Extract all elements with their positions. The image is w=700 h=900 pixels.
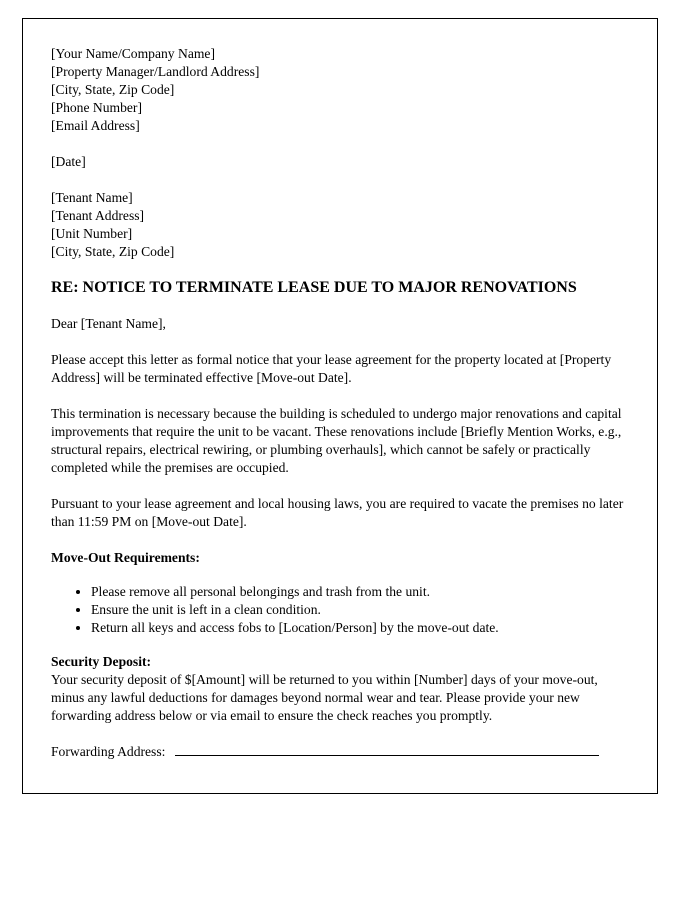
moveout-item: • Please remove all personal belongings and trash from the unit. (91, 583, 629, 601)
sender-email-line: [Email Address] (51, 118, 140, 133)
tenant-name-line: [Tenant Name] (51, 190, 133, 205)
date-line: [Date] (51, 154, 86, 169)
tenant-unit-line: [Unit Number] (51, 226, 133, 241)
moveout-item: • Ensure the unit is left in a clean condition. (91, 601, 629, 619)
moveout-heading: Move-Out Requirements: (51, 550, 200, 565)
sender-phone-line: [Phone Number] (51, 100, 142, 115)
letter-page (22, 18, 658, 794)
paragraph-notice: Please accept this letter as formal notice that your lease agreement for the property located at [Property Address] will be terminated effective [Move-out Date]. (51, 352, 612, 385)
sender-city-line: [City, State, Zip Code] (51, 82, 175, 97)
sender-name-line: [Your Name/Company Name] (51, 46, 215, 61)
paragraph-reason: This termination is necessary because the building is scheduled to undergo major renovations and capital improvements that require the unit to be vacant. These renovations include [Briefly Mention Works, e.g., structural repairs, electrical rewiring, or plumbing overhauls], which cannot be safely or practically completed while the premises are occupied. (51, 406, 622, 475)
recipient-block (51, 189, 629, 261)
forwarding-address-label: Forwarding Address: (51, 744, 166, 759)
moveout-item: • Return all keys and access fobs to [Location/Person] by the move-out date. (91, 619, 629, 637)
subject-line: RE: NOTICE TO TERMINATE LEASE DUE TO MAJOR RENOVATIONS (51, 279, 577, 296)
paragraph-vacate: Pursuant to your lease agreement and local housing laws, you are required to vacate the premises no later than 11:59 PM on [Move-out Date]. (51, 496, 624, 529)
moveout-list (51, 583, 629, 637)
forwarding-address-row (51, 743, 629, 761)
sender-address-line: [Property Manager/Landlord Address] (51, 64, 260, 79)
forwarding-address-blank-line (175, 743, 599, 756)
sender-block (51, 45, 629, 135)
deposit-paragraph: Your security deposit of $[Amount] will be returned to you within [Number] days of your move-out, minus any lawful deductions for damages beyond normal wear and tear. Please provide your new forwarding address below or via email to ensure the check reaches you promptly. (51, 672, 598, 723)
tenant-city-line: [City, State, Zip Code] (51, 244, 175, 259)
tenant-address-line: [Tenant Address] (51, 208, 145, 223)
deposit-heading: Security Deposit: (51, 654, 152, 669)
salutation: Dear [Tenant Name], (51, 316, 166, 331)
